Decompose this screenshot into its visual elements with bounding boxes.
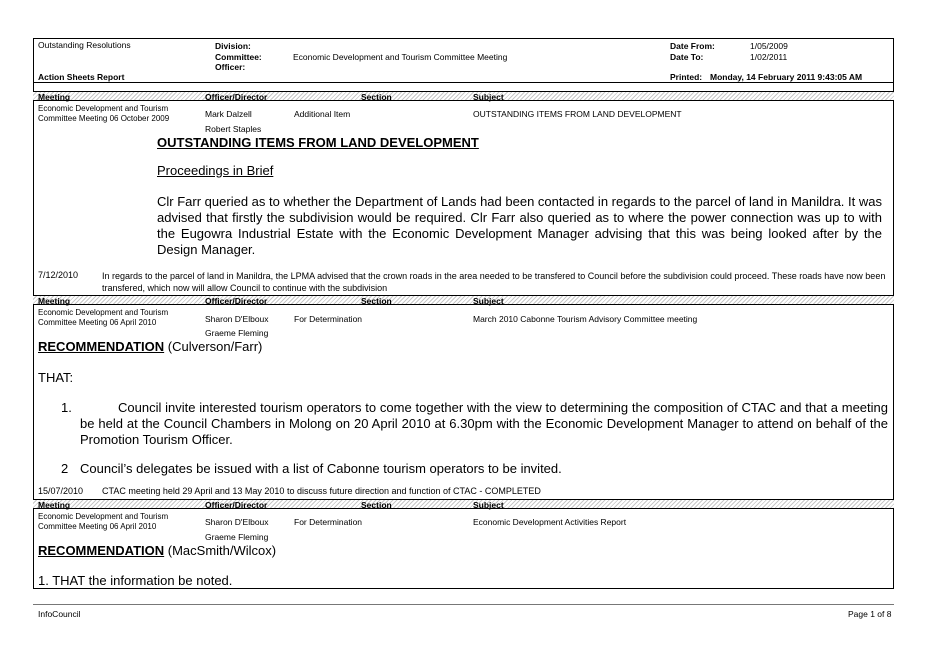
- report-type: Action Sheets Report: [38, 72, 125, 82]
- recommendation: [38, 339, 262, 354]
- printed-label: Printed:: [670, 72, 703, 82]
- meeting-line1: Economic Development and Tourism: [38, 512, 169, 521]
- point-number: 2: [61, 461, 69, 476]
- recommendation-movers: (MacSmith/Wilcox): [167, 543, 277, 558]
- officer-name: Sharon D'Elboux: [205, 517, 269, 527]
- director-name: Robert Staples: [205, 124, 262, 134]
- footer-left: InfoCouncil: [38, 609, 81, 619]
- director-name: Graeme Fleming: [205, 328, 269, 338]
- action-date: 7/12/2010: [38, 270, 79, 280]
- officer-name: Mark Dalzell: [205, 109, 252, 119]
- footer-divider: [33, 604, 894, 605]
- date-to-value: 1/02/2011: [750, 52, 788, 62]
- committee-label: Committee:: [215, 52, 262, 62]
- col-subject: Subject: [473, 296, 504, 306]
- column-header-bar: [33, 295, 894, 305]
- col-section: Section: [361, 500, 392, 510]
- meeting-line2: Committee Meeting 06 October 2009: [38, 114, 170, 123]
- col-subject: Subject: [473, 500, 504, 510]
- section-value: Additional Item: [294, 109, 351, 119]
- that-label: THAT:: [38, 370, 74, 385]
- col-meeting: Meeting: [38, 500, 71, 510]
- officer-label: Officer:: [215, 62, 246, 72]
- point-text: 1. THAT the information be noted.: [38, 573, 233, 588]
- subject-value: OUTSTANDING ITEMS FROM LAND DEVELOPMENT: [473, 109, 682, 119]
- col-subject: Subject: [473, 92, 504, 102]
- meeting-line2: Committee Meeting 06 April 2010: [38, 318, 157, 327]
- meeting-line2: Committee Meeting 06 April 2010: [38, 522, 157, 531]
- subject-value: Economic Development Activities Report: [473, 517, 627, 527]
- col-meeting: Meeting: [38, 296, 71, 306]
- printed-value: Monday, 14 February 2011 9:43:05 AM: [710, 72, 863, 82]
- col-officer: Officer/Director: [205, 500, 268, 510]
- report-name: Outstanding Resolutions: [38, 40, 131, 50]
- section-value: For Determination: [294, 517, 363, 527]
- point-text: Council’s delegates be issued with a list of Cabonne tourism operators to be invited.: [80, 461, 562, 476]
- date-to-label: Date To:: [670, 52, 704, 62]
- director-name: Graeme Fleming: [205, 532, 269, 542]
- header-divider: [33, 82, 894, 83]
- recommendation-label: RECOMMENDATION: [38, 543, 165, 558]
- meeting-line1: Economic Development and Tourism: [38, 104, 169, 113]
- meeting-line1: Economic Development and Tourism: [38, 308, 169, 317]
- item-paragraph: Clr Farr queried as to whether the Department of Lands had been contacted in regards to the parcel of land in Manildra. It was advised that firstly the subdivision would be required. Clr Farr also queried as to where the power connection was up to with the Eugowra Industrial Estate with the Economic Development Manager advising that this was being looked after by the Design Manager.: [157, 194, 882, 257]
- action-text: CTAC meeting held 29 April and 13 May 2010 to discuss future direction and function of CTAC - COMPLETED: [102, 486, 541, 496]
- section-value: For Determination: [294, 314, 363, 324]
- recommendation: [38, 543, 276, 558]
- division-label: Division:: [215, 41, 251, 51]
- action-date: 15/07/2010: [38, 486, 84, 496]
- col-section: Section: [361, 296, 392, 306]
- point-text: Council invite interested tourism operators to come together with the view to determining the composition of CTAC and that a meeting be held at the Council Chambers in Molong on 20 April 2010 at 6.30pm with the Economic Development Manager to attend on behalf of the Promotion Tourism Officer.: [80, 400, 888, 447]
- committee-value: Economic Development and Tourism Committee Meeting: [293, 52, 508, 62]
- col-meeting: Meeting: [38, 92, 71, 102]
- column-header-bar: [33, 499, 894, 509]
- item-subheading: Proceedings in Brief: [157, 163, 274, 178]
- recommendation-label: RECOMMENDATION: [38, 339, 165, 354]
- date-from-label: Date From:: [670, 41, 715, 51]
- col-section: Section: [361, 92, 392, 102]
- point-number: 1.: [61, 400, 72, 415]
- col-officer: Officer/Director: [205, 92, 268, 102]
- officer-name: Sharon D'Elboux: [205, 314, 269, 324]
- page-number: Page 1 of 8: [848, 609, 892, 619]
- date-from-value: 1/05/2009: [750, 41, 788, 51]
- recommendation-movers: (Culverson/Farr): [167, 339, 263, 354]
- column-header-bar: [33, 91, 894, 101]
- subject-value: March 2010 Cabonne Tourism Advisory Committee meeting: [473, 314, 698, 324]
- item-heading: OUTSTANDING ITEMS FROM LAND DEVELOPMENT: [157, 135, 479, 150]
- action-text: In regards to the parcel of land in Manildra, the LPMA advised that the crown roads in the area needed to be transfered to Council before the subdivision could proceed. These roads have now been transfered, which now will allow Council to continue with the subdivision: [102, 271, 886, 293]
- col-officer: Officer/Director: [205, 296, 268, 306]
